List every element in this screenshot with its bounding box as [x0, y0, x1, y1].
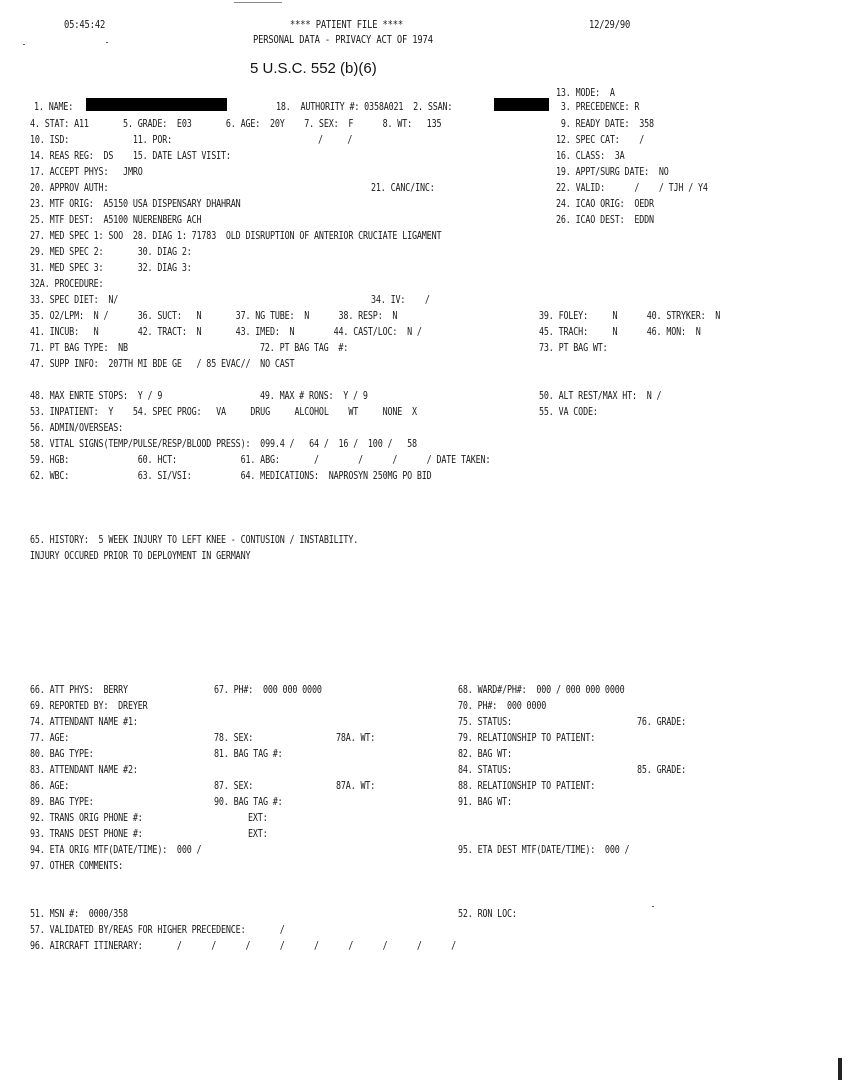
form-line-l69: 90. BAG TAG #: [214, 796, 283, 808]
document-subtitle: PERSONAL DATA - PRIVACY ACT OF 1974 [253, 33, 433, 46]
form-line-l06: 9. READY DATE: 358 [556, 118, 654, 130]
form-line-l13: 19. APPT/SURG DATE: NO [556, 166, 669, 178]
scan-speck [652, 906, 654, 907]
form-line-l33: 73. PT BAG WT: [539, 342, 608, 354]
form-line-l35: 48. MAX ENRTE STOPS: Y / 9 [30, 390, 163, 402]
form-line-l71: 92. TRANS ORIG PHONE #: [30, 812, 143, 824]
form-line-l40: 56. ADMIN/OVERSEAS: [30, 422, 124, 434]
form-line-l31: 71. PT BAG TYPE: NB [30, 342, 128, 354]
form-line-l01: 13. MODE: A [556, 87, 615, 99]
scan-speck [23, 44, 25, 45]
form-line-l12: 17. ACCEPT PHYS: JMRO [30, 166, 143, 178]
form-line-l73: 93. TRANS DEST PHONE #: [30, 828, 143, 840]
form-line-l11: 16. CLASS: 3A [556, 150, 625, 162]
form-line-l21: 27. MED SPEC 1: SOO 28. DIAG 1: 71783 OLD DISRUPTION OF ANTERIOR CRUCIATE LIGAMENT [30, 230, 442, 242]
form-line-l39: 55. VA CODE: [539, 406, 598, 418]
form-line-l66: 87A. WT: [336, 780, 376, 792]
form-line-l26: 34. IV: / [371, 294, 430, 306]
form-line-l18: 24. ICAO ORIG: OEDR [556, 198, 654, 210]
scan-edge-mark-right [838, 1058, 842, 1080]
scan-edge-mark [234, 2, 282, 3]
form-line-l14: 20. APPROV AUTH: [30, 182, 109, 194]
form-line-l09: 12. SPEC CAT: / [556, 134, 645, 146]
form-line-l52: 75. STATUS: [458, 716, 512, 728]
form-line-l15: 21. CANC/INC: [371, 182, 435, 194]
form-line-l37: 50. ALT REST/MAX HT: N / [539, 390, 662, 402]
form-line-l45: INJURY OCCURED PRIOR TO DEPLOYMENT IN GERMANY [30, 550, 251, 562]
form-line-l55: 78. SEX: [214, 732, 254, 744]
form-line-l75: 94. ETA ORIG MTF(DATE/TIME): 000 / [30, 844, 202, 856]
form-line-l74: EXT: [248, 828, 268, 840]
form-line-l44: 65. HISTORY: 5 WEEK INJURY TO LEFT KNEE - CONTUSION / INSTABILITY. [30, 534, 359, 546]
form-line-l80: 57. VALIDATED BY/REAS FOR HIGHER PRECEDENCE: / [30, 924, 285, 936]
form-line-l28: 39. FOLEY: N 40. STRYKER: N [539, 310, 721, 322]
form-line-l02: 1. NAME: [34, 101, 74, 113]
form-line-l03: 18. AUTHORITY #: 0358A021 2. SSAN: [276, 101, 453, 113]
form-line-l65: 87. SEX: [214, 780, 254, 792]
form-line-l47: 67. PH#: 000 000 0000 [214, 684, 322, 696]
form-line-l61: 83. ATTENDANT NAME #2: [30, 764, 138, 776]
form-line-l58: 80. BAG TYPE: [30, 748, 94, 760]
form-line-l04: 3. PRECEDENCE: R [556, 101, 640, 113]
form-line-l36: 49. MAX # RONS: Y / 9 [260, 390, 368, 402]
form-line-l72: EXT: [248, 812, 268, 824]
form-line-l46: 66. ATT PHYS: BERRY [30, 684, 128, 696]
form-line-l17: 23. MTF ORIG: A5150 USA DISPENSARY DHAHRAN [30, 198, 241, 210]
form-line-l07: 10. ISD: 11. POR: [30, 134, 173, 146]
form-line-l59: 81. BAG TAG #: [214, 748, 283, 760]
form-line-l51: 74. ATTENDANT NAME #1: [30, 716, 138, 728]
form-line-l23: 31. MED SPEC 3: 32. DIAG 3: [30, 262, 192, 274]
form-line-l77: 97. OTHER COMMENTS: [30, 860, 124, 872]
form-line-l48: 68. WARD#/PH#: 000 / 000 000 0000 [458, 684, 625, 696]
form-line-l08: / / [318, 134, 353, 146]
form-line-l81: 96. AIRCRAFT ITINERARY: / / / / / / / / / [30, 940, 457, 952]
form-line-l60: 82. BAG WT: [458, 748, 512, 760]
form-line-l22: 29. MED SPEC 2: 30. DIAG 2: [30, 246, 192, 258]
form-line-l62: 84. STATUS: [458, 764, 512, 776]
form-line-l24: 32A. PROCEDURE: [30, 278, 104, 290]
form-line-l05: 4. STAT: A11 5. GRADE: E03 6. AGE: 20Y 7. SEX: F 8. WT: 135 [30, 118, 442, 130]
form-line-l49: 69. REPORTED BY: DREYER [30, 700, 148, 712]
form-line-l38: 53. INPATIENT: Y 54. SPEC PROG: VA DRUG ALCOHOL WT NONE X [30, 406, 417, 418]
form-line-l79: 52. RON LOC: [458, 908, 517, 920]
name-redaction [86, 98, 227, 111]
form-line-l67: 88. RELATIONSHIP TO PATIENT: [458, 780, 596, 792]
print-date: 12/29/90 [589, 18, 631, 31]
form-line-l64: 86. AGE: [30, 780, 70, 792]
form-line-l16: 22. VALID: / / TJH / Y4 [556, 182, 708, 194]
document-title: **** PATIENT FILE **** [290, 18, 404, 31]
form-line-l56: 78A. WT: [336, 732, 376, 744]
form-line-l57: 79. RELATIONSHIP TO PATIENT: [458, 732, 596, 744]
form-line-l42: 59. HGB: 60. HCT: 61. ABG: / / / / DATE TAKEN: [30, 454, 491, 466]
scan-speck [106, 42, 108, 43]
form-line-l78: 51. MSN #: 0000/358 [30, 908, 128, 920]
form-line-l68: 89. BAG TYPE: [30, 796, 94, 808]
form-line-l76: 95. ETA DEST MTF(DATE/TIME): 000 / [458, 844, 630, 856]
form-line-l32: 72. PT BAG TAG #: [260, 342, 349, 354]
form-line-l43: 62. WBC: 63. SI/VSI: 64. MEDICATIONS: NAPROSYN 250MG PO BID [30, 470, 432, 482]
foia-exemption-stamp: 5 U.S.C. 552 (b)(6) [250, 60, 377, 77]
form-line-l53: 76. GRADE: [637, 716, 686, 728]
form-line-l41: 58. VITAL SIGNS(TEMP/PULSE/RESP/BLOOD PRESS): 099.4 / 64 / 16 / 100 / 58 [30, 438, 417, 450]
form-line-l20: 26. ICAO DEST: EDDN [556, 214, 654, 226]
print-time: 05:45:42 [64, 18, 106, 31]
form-line-l50: 70. PH#: 000 0000 [458, 700, 547, 712]
form-line-l10: 14. REAS REG: DS 15. DATE LAST VISIT: [30, 150, 231, 162]
form-line-l25: 33. SPEC DIET: N/ [30, 294, 119, 306]
form-line-l19: 25. MTF DEST: A5100 NUERENBERG ACH [30, 214, 202, 226]
form-line-l29: 41. INCUB: N 42. TRACT: N 43. IMED: N 44. CAST/LOC: N / [30, 326, 422, 338]
form-line-l34: 47. SUPP INFO: 207TH MI BDE GE / 85 EVAC// NO CAST [30, 358, 295, 370]
form-line-l54: 77. AGE: [30, 732, 70, 744]
ssan-redaction [494, 98, 549, 111]
form-line-l70: 91. BAG WT: [458, 796, 512, 808]
form-line-l30: 45. TRACH: N 46. MON: N [539, 326, 701, 338]
form-line-l63: 85. GRADE: [637, 764, 686, 776]
form-line-l27: 35. O2/LPM: N / 36. SUCT: N 37. NG TUBE: N 38. RESP: N [30, 310, 398, 322]
